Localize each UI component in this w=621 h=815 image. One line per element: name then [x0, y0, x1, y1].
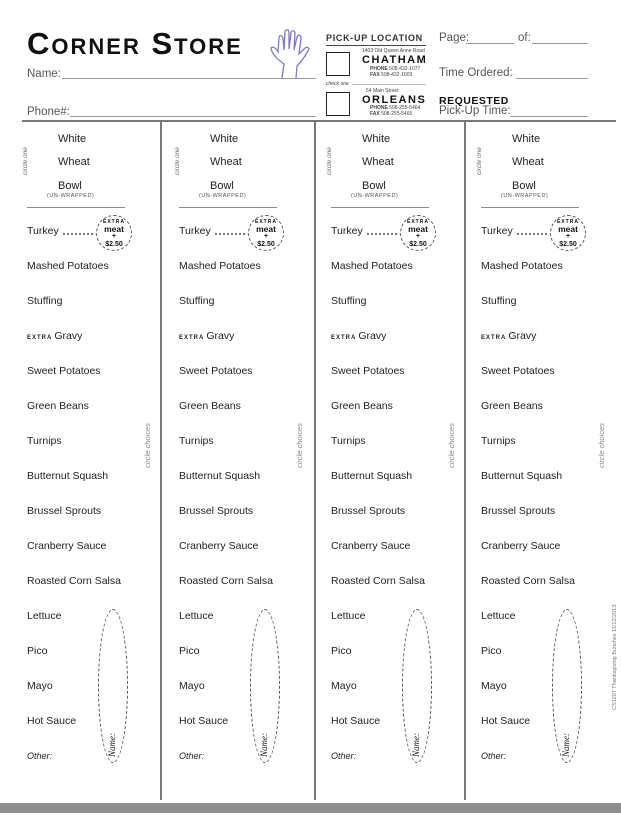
menu-item-pico[interactable]: Pico [331, 645, 352, 657]
store-title: Corner Store [27, 26, 243, 61]
extra-meat-badge[interactable] [400, 215, 436, 251]
orleans-phone: 508-255-5464 [389, 105, 421, 111]
phone-field[interactable] [70, 116, 316, 117]
menu-item-lettuce[interactable]: Lettuce [331, 610, 366, 622]
circle-one-label: circle one [476, 147, 483, 175]
name-oval-label: Name: [411, 733, 421, 757]
extra-prefix: EXTRA [27, 335, 53, 341]
gravy-label[interactable]: Gravy [358, 330, 387, 342]
dotted-leader [517, 233, 547, 235]
menu-item-sweet-potatoes[interactable]: Sweet Potatoes [179, 365, 253, 377]
name-field[interactable] [62, 78, 316, 79]
location-divider [352, 84, 426, 85]
extra-meat-badge[interactable] [96, 215, 132, 251]
menu-item-gravy [481, 330, 536, 342]
menu-item-pico[interactable]: Pico [481, 645, 502, 657]
page-field[interactable] [466, 43, 514, 44]
chatham-address: 1403 Old Queen Anne Road [362, 48, 425, 54]
badge-meat-label: meat [256, 224, 276, 234]
menu-item-butternut-squash[interactable]: Butternut Squash [179, 470, 261, 482]
badge-price: $2.50 [105, 241, 123, 248]
bread-divider [179, 207, 277, 208]
menu-item-stuffing[interactable]: Stuffing [331, 295, 367, 307]
circle-choices-label: circle choices [597, 422, 606, 468]
circle-one-label: circle one [174, 147, 181, 175]
orleans-address: 54 Main Street [366, 88, 399, 94]
menu-item-mashed-potatoes[interactable]: Mashed Potatoes [481, 260, 563, 272]
hand-logo-icon [268, 28, 314, 80]
menu-item-other[interactable]: Other: [481, 751, 507, 761]
badge-plus: + [263, 233, 269, 240]
unwrapped-note: (UN-WRAPPED) [351, 193, 399, 199]
menu-item-lettuce[interactable]: Lettuce [179, 610, 214, 622]
circle-choices-label: circle choices [295, 422, 304, 468]
menu-item-stuffing[interactable]: Stuffing [27, 295, 63, 307]
badge-extra-label: EXTRA [407, 219, 429, 225]
menu-item-mayo[interactable]: Mayo [27, 680, 53, 692]
menu-item-green-beans[interactable]: Green Beans [179, 400, 241, 412]
circle-one-label: circle one [22, 147, 29, 175]
menu-item-brussel-sprouts[interactable]: Brussel Sprouts [331, 505, 406, 517]
phone-label: Phone#: [27, 106, 70, 118]
bread-option-wheat[interactable]: Wheat [362, 156, 394, 168]
orleans-phone-label: PHONE [370, 105, 388, 111]
menu-item-lettuce[interactable]: Lettuce [481, 610, 516, 622]
unwrapped-note: (UN-WRAPPED) [47, 193, 95, 199]
menu-item-brussel-sprouts[interactable]: Brussel Sprouts [481, 505, 556, 517]
menu-item-cranberry-sauce[interactable]: Cranberry Sauce [331, 540, 411, 552]
circle-choices-label: circle choices [143, 422, 152, 468]
unwrapped-note: (UN-WRAPPED) [199, 193, 247, 199]
chatham-name: CHATHAM [362, 54, 428, 66]
orleans-fax: 508-255-5465 [381, 111, 413, 117]
badge-plus: + [415, 233, 421, 240]
badge-extra-label: EXTRA [103, 219, 125, 225]
form-code-note: CS1207 Thanksgiving Bunches 11/12/2013 [612, 604, 618, 710]
menu-item-turnips[interactable]: Turnips [331, 435, 366, 447]
badge-meat-label: meat [558, 224, 578, 234]
menu-item-turkey[interactable]: Turkey [331, 225, 363, 237]
badge-extra-label: EXTRA [255, 219, 277, 225]
menu-item-mashed-potatoes[interactable]: Mashed Potatoes [27, 260, 109, 272]
badge-price: $2.50 [409, 241, 427, 248]
menu-item-green-beans[interactable]: Green Beans [27, 400, 89, 412]
menu-item-pico[interactable]: Pico [27, 645, 48, 657]
menu-item-turkey[interactable]: Turkey [179, 225, 211, 237]
badge-meat-label: meat [408, 224, 428, 234]
chatham-fax-label: FAX [370, 72, 380, 78]
bread-divider [331, 207, 429, 208]
menu-item-sweet-potatoes[interactable]: Sweet Potatoes [331, 365, 405, 377]
menu-item-mayo[interactable]: Mayo [179, 680, 205, 692]
badge-plus: + [111, 233, 117, 240]
menu-item-turkey[interactable]: Turkey [27, 225, 59, 237]
menu-item-other[interactable]: Other: [331, 751, 357, 761]
gravy-label[interactable]: Gravy [54, 330, 83, 342]
menu-item-mashed-potatoes[interactable]: Mashed Potatoes [331, 260, 413, 272]
badge-extra-label: EXTRA [557, 219, 579, 225]
badge-price: $2.50 [559, 241, 577, 248]
orleans-checkbox[interactable] [326, 92, 350, 116]
name-oval-label: Name: [259, 733, 269, 757]
order-column-4 [476, 121, 621, 800]
bread-divider [481, 207, 579, 208]
bread-option-wheat[interactable]: Wheat [512, 156, 544, 168]
time-ordered-field[interactable] [516, 78, 588, 79]
menu-item-gravy [331, 330, 386, 342]
menu-item-mashed-potatoes[interactable]: Mashed Potatoes [179, 260, 261, 272]
menu-item-stuffing[interactable]: Stuffing [481, 295, 517, 307]
bread-divider [27, 207, 125, 208]
unwrapped-note: (UN-WRAPPED) [501, 193, 549, 199]
badge-price: $2.50 [257, 241, 275, 248]
chatham-phone-label: PHONE [370, 66, 388, 72]
menu-item-hot-sauce[interactable]: Hot Sauce [331, 715, 381, 727]
bread-option-white[interactable]: White [58, 133, 87, 145]
name-label: Name: [27, 68, 61, 80]
bread-option-white[interactable]: White [362, 133, 391, 145]
menu-item-turnips[interactable]: Turnips [27, 435, 62, 447]
bread-option-white[interactable]: White [512, 133, 541, 145]
menu-item-stuffing[interactable]: Stuffing [179, 295, 215, 307]
pickup-time-label: Pick-Up Time: [439, 105, 511, 117]
order-column-1 [22, 121, 167, 800]
menu-item-other[interactable]: Other: [27, 751, 53, 761]
menu-item-cranberry-sauce[interactable]: Cranberry Sauce [481, 540, 561, 552]
badge-plus: + [565, 233, 571, 240]
bread-option-bowl[interactable]: Bowl [58, 180, 82, 192]
menu-item-mayo[interactable]: Mayo [331, 680, 357, 692]
dotted-leader [215, 233, 245, 235]
time-ordered-label: Time Ordered: [439, 67, 513, 79]
menu-item-butternut-squash[interactable]: Butternut Squash [27, 470, 109, 482]
requested-label: REQUESTED [439, 95, 509, 107]
orleans-fax-label: FAX [370, 111, 380, 117]
menu-item-roasted-corn-salsa[interactable]: Roasted Corn Salsa [331, 575, 425, 587]
circle-one-label: circle one [326, 147, 333, 175]
circle-choices-label: circle choices [447, 422, 456, 468]
order-column-3 [326, 121, 471, 800]
gravy-label[interactable]: Gravy [508, 330, 537, 342]
footer-rule [0, 803, 621, 813]
extra-meat-badge[interactable] [248, 215, 284, 251]
menu-item-gravy [179, 330, 234, 342]
menu-item-other[interactable]: Other: [179, 751, 205, 761]
chatham-phone: 508-432-1077 [389, 66, 421, 72]
menu-item-roasted-corn-salsa[interactable]: Roasted Corn Salsa [179, 575, 273, 587]
badge-meat-label: meat [104, 224, 124, 234]
order-column-2 [174, 121, 319, 800]
menu-item-roasted-corn-salsa[interactable]: Roasted Corn Salsa [481, 575, 575, 587]
pickup-location-label: PICK-UP LOCATION [326, 33, 423, 43]
dotted-leader [63, 233, 93, 235]
of-field[interactable] [532, 43, 588, 44]
menu-item-sweet-potatoes[interactable]: Sweet Potatoes [481, 365, 555, 377]
menu-item-brussel-sprouts[interactable]: Brussel Sprouts [179, 505, 254, 517]
bread-option-bowl[interactable]: Bowl [362, 180, 386, 192]
pickup-divider [326, 45, 426, 46]
menu-item-hot-sauce[interactable]: Hot Sauce [27, 715, 77, 727]
bread-option-wheat[interactable]: Wheat [210, 156, 242, 168]
pickup-time-field[interactable] [510, 116, 588, 117]
extra-prefix: EXTRA [481, 335, 507, 341]
extra-meat-badge[interactable] [550, 215, 586, 251]
chatham-fax: 508-432-1003 [381, 72, 413, 78]
menu-item-butternut-squash[interactable]: Butternut Squash [481, 470, 563, 482]
menu-item-lettuce[interactable]: Lettuce [27, 610, 62, 622]
menu-item-butternut-squash[interactable]: Butternut Squash [331, 470, 413, 482]
bread-option-wheat[interactable]: Wheat [58, 156, 90, 168]
gravy-label[interactable]: Gravy [206, 330, 235, 342]
menu-item-green-beans[interactable]: Green Beans [481, 400, 543, 412]
menu-item-hot-sauce[interactable]: Hot Sauce [481, 715, 531, 727]
menu-item-turnips[interactable]: Turnips [179, 435, 214, 447]
check-one-label: check one [326, 81, 349, 87]
page-label: Page: [439, 32, 470, 44]
menu-item-turkey[interactable]: Turkey [481, 225, 513, 237]
of-label: of: [518, 32, 531, 44]
dotted-leader [367, 233, 397, 235]
bread-option-white[interactable]: White [210, 133, 239, 145]
chatham-checkbox[interactable] [326, 52, 350, 76]
menu-item-hot-sauce[interactable]: Hot Sauce [179, 715, 229, 727]
menu-item-mayo[interactable]: Mayo [481, 680, 507, 692]
menu-item-brussel-sprouts[interactable]: Brussel Sprouts [27, 505, 102, 517]
extra-prefix: EXTRA [331, 335, 357, 341]
orleans-name: ORLEANS [362, 94, 427, 106]
bread-option-bowl[interactable]: Bowl [512, 180, 536, 192]
menu-item-roasted-corn-salsa[interactable]: Roasted Corn Salsa [27, 575, 121, 587]
menu-item-cranberry-sauce[interactable]: Cranberry Sauce [179, 540, 259, 552]
name-oval-label: Name: [561, 733, 571, 757]
extra-prefix: EXTRA [179, 335, 205, 341]
name-oval-label: Name: [107, 733, 117, 757]
menu-item-gravy [27, 330, 82, 342]
menu-item-cranberry-sauce[interactable]: Cranberry Sauce [27, 540, 107, 552]
menu-item-turnips[interactable]: Turnips [481, 435, 516, 447]
bread-option-bowl[interactable]: Bowl [210, 180, 234, 192]
menu-item-green-beans[interactable]: Green Beans [331, 400, 393, 412]
menu-item-sweet-potatoes[interactable]: Sweet Potatoes [27, 365, 101, 377]
menu-item-pico[interactable]: Pico [179, 645, 200, 657]
